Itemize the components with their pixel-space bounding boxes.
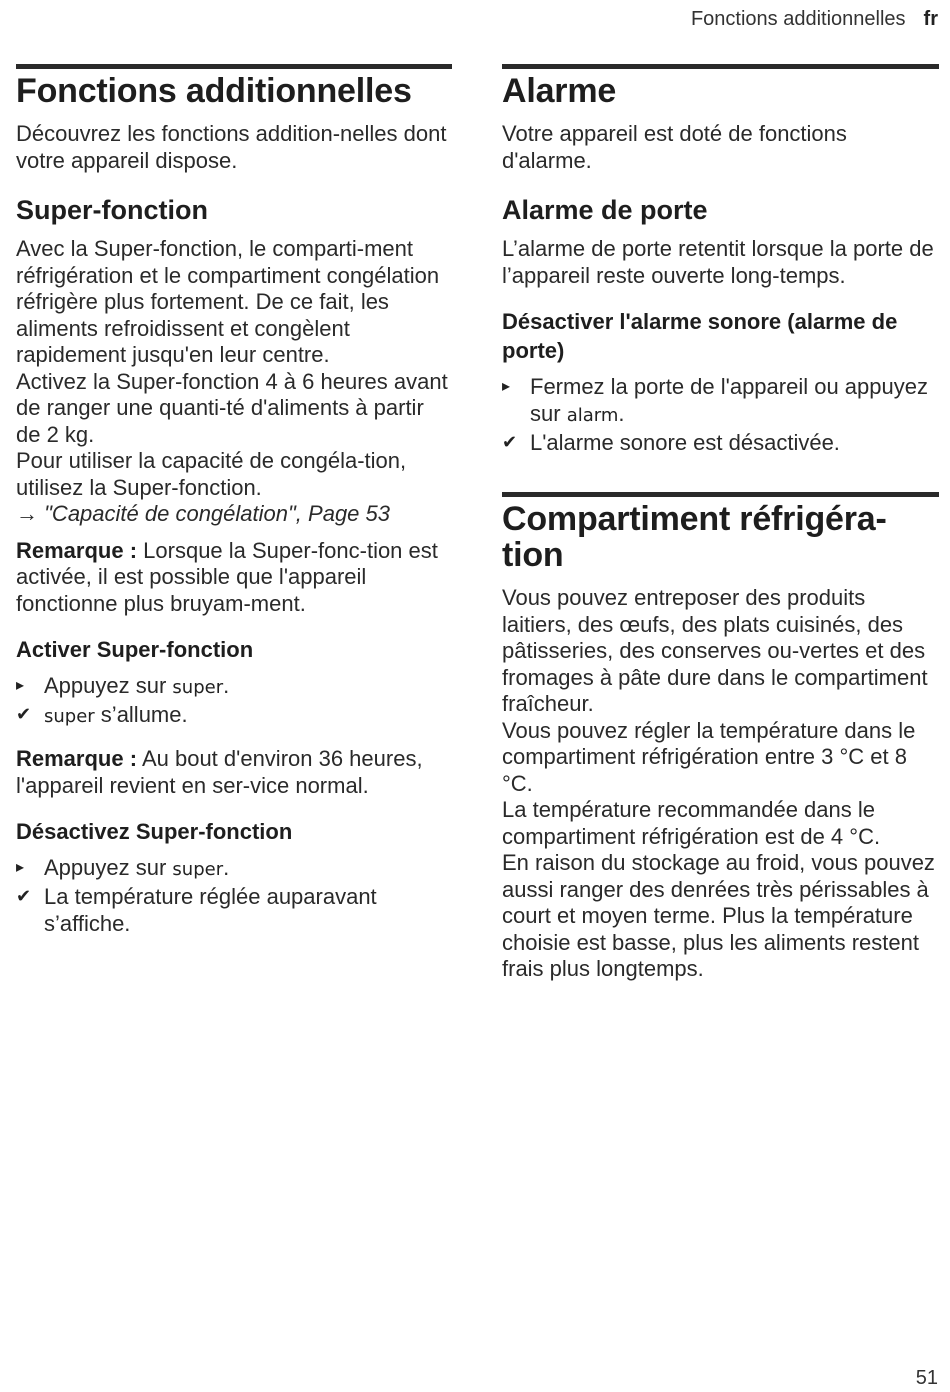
arrow-right-icon: →	[16, 501, 38, 526]
super-paragraph-1: Avec la Super-fonction, le comparti-ment réfrigération et le compartiment congélation réfrigère plus fortement. De ce fait, les aliments refroidissent et congèlent rapidement jusqu'en leur centre.	[16, 236, 440, 367]
result-text: s’allume.	[94, 702, 188, 727]
language-code: fr	[923, 8, 938, 30]
result-item	[16, 701, 452, 730]
step-end: .	[223, 855, 230, 880]
section-title-compartiment: Compartiment réfrigéra-tion	[502, 500, 887, 574]
section-title-alarme: Alarme	[502, 72, 617, 110]
alarm-intro: Votre appareil est doté de fonctions d'alarme.	[502, 121, 847, 173]
checkmark-icon: ✔	[16, 886, 32, 906]
heading-desactivez-super: Désactivez Super-fonction	[16, 819, 293, 844]
door-alarm-paragraph: L’alarme de porte retentit lorsque la porte de l’appareil reste ouverte long-temps.	[502, 236, 934, 288]
fridge-paragraph-3: La température recommandée dans le compartiment réfrigération est de 4 °C.	[502, 797, 881, 849]
section-spacer	[502, 456, 939, 492]
heading-desactiver-alarme: Désactiver l'alarme sonore (alarme de porte)	[502, 309, 898, 363]
note-text: Lorsque la Super-fonc-tion est activée, il est possible que l'appareil fonctionne plus bruyam-ment.	[16, 537, 438, 616]
cross-reference[interactable]	[16, 501, 452, 528]
steps-activer	[16, 672, 452, 730]
fridge-paragraph-2: Vous pouvez régler la température dans le compartiment réfrigération entre 3 °C et 8 °C.	[502, 717, 916, 796]
heading-super-fonction: Super-fonction	[16, 195, 208, 225]
section-title-fonctions: Fonctions additionnelles	[16, 72, 412, 110]
section-rule	[16, 64, 452, 69]
fridge-paragraph-1: Vous pouvez entreposer des produits laitiers, des œufs, des plats cuisinés, des pâtisseries, des conserves ou-vertes et des fromages à pâte dure dans le compartiment fraîcheur.	[502, 585, 928, 716]
display-key-alarm: alarm	[566, 405, 619, 426]
note-text: Au bout d'environ 36 heures, l'appareil revient en ser-vice normal.	[16, 746, 423, 798]
right-column	[502, 64, 939, 983]
super-paragraph-2: Activez la Super-fonction 4 à 6 heures avant de ranger une quanti-té d'aliments à partir de 2 kg.	[16, 368, 448, 447]
step-item	[502, 373, 939, 429]
display-key-super: super	[172, 677, 224, 698]
section-rule	[502, 64, 939, 69]
fridge-paragraph-4: En raison du stockage au froid, vous pouvez aussi ranger des denrées très périssables à court et moyen terme. Plus la température choisie est basse, plus les aliments restent frais plus longtemps.	[502, 850, 935, 981]
page-number: 51	[915, 1367, 938, 1389]
step-end: .	[223, 673, 230, 698]
note-label: Remarque :	[16, 537, 138, 563]
step-item	[16, 672, 452, 701]
heading-alarme-porte: Alarme de porte	[502, 195, 708, 225]
steps-alarme	[502, 373, 939, 456]
step-text: Appuyez sur	[44, 855, 173, 880]
result-text: L'alarme sonore est désactivée.	[530, 430, 840, 455]
triangle-right-icon: ▸	[16, 859, 25, 876]
step-item	[16, 854, 452, 883]
step-text: Fermez la porte de l'appareil ou appuyez sur	[530, 374, 928, 426]
running-header-section: Fonctions additionnelles	[690, 8, 906, 30]
display-key-super: super	[44, 706, 95, 727]
result-text: La température réglée auparavant s’affiche.	[44, 884, 377, 936]
triangle-right-icon: ▸	[16, 677, 25, 694]
steps-desactivez	[16, 854, 452, 937]
result-item	[502, 429, 939, 456]
running-header	[691, 8, 938, 31]
step-text: Appuyez sur	[44, 673, 173, 698]
note-1	[16, 538, 452, 618]
note-label: Remarque :	[16, 746, 138, 771]
result-item	[16, 883, 452, 937]
checkmark-icon: ✔	[16, 704, 32, 724]
display-key-super: super	[172, 859, 224, 880]
checkmark-icon: ✔	[502, 432, 518, 452]
note-2	[16, 746, 452, 799]
left-column	[16, 64, 452, 937]
triangle-right-icon: ▸	[502, 378, 511, 395]
step-end: .	[618, 401, 625, 426]
heading-activer-super: Activer Super-fonction	[16, 637, 254, 662]
section-rule	[502, 492, 939, 497]
super-paragraph-3: Pour utiliser la capacité de congéla-tion, utilisez la Super-fonction.	[16, 448, 407, 500]
intro-paragraph: Découvrez les fonctions addition-nelles dont votre appareil dispose.	[16, 121, 447, 173]
cross-reference-link[interactable]: "Capacité de congélation", Page 53	[44, 501, 390, 526]
